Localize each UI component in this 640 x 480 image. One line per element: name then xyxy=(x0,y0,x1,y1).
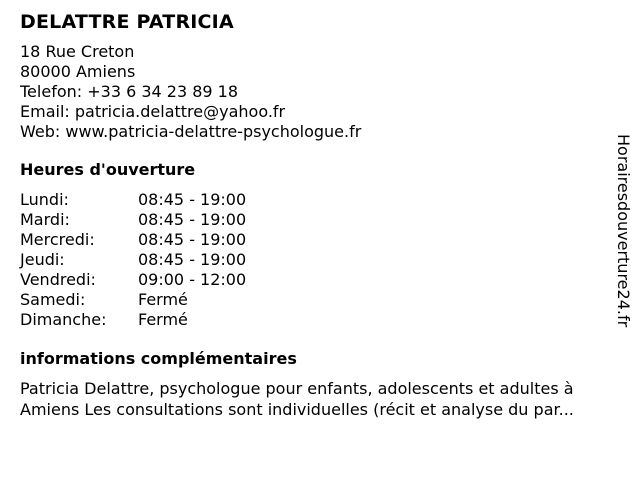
city-address: 80000 Amiens xyxy=(20,62,136,81)
hours-row-jeudi xyxy=(20,250,620,270)
business-card xyxy=(20,8,620,420)
hours-row-lundi xyxy=(20,190,620,210)
hours-time: 09:00 - 12:00 xyxy=(138,270,247,289)
hours-row-samedi xyxy=(20,290,620,310)
hours-row-vendredi xyxy=(20,270,620,290)
hours-time: 08:45 - 19:00 xyxy=(138,230,247,249)
hours-time: Fermé xyxy=(138,310,188,329)
hours-row-dimanche xyxy=(20,310,620,330)
hours-row-mardi xyxy=(20,210,620,230)
hours-day: Lundi: xyxy=(20,190,69,209)
phone-line[interactable]: Telefon: +33 6 34 23 89 18 xyxy=(20,82,239,101)
hours-table xyxy=(20,190,620,330)
hours-time: 08:45 - 19:00 xyxy=(138,210,247,229)
hours-time: 08:45 - 19:00 xyxy=(138,250,247,269)
contact-block xyxy=(20,42,620,142)
hours-day: Jeudi: xyxy=(20,250,65,269)
hours-day: Mercredi: xyxy=(20,230,95,249)
info-title: informations complémentaires xyxy=(20,349,297,368)
hours-day: Vendredi: xyxy=(20,270,96,289)
info-description xyxy=(20,378,620,420)
hours-time: Fermé xyxy=(138,290,188,309)
info-description-line-1: Patricia Delattre, psychologue pour enfants, adolescents et adultes à xyxy=(20,379,574,398)
business-name: DELATTRE PATRICIA xyxy=(20,11,234,33)
hours-day: Dimanche: xyxy=(20,310,107,329)
hours-title: Heures d'ouverture xyxy=(20,160,196,179)
email-line[interactable]: Email: patricia.delattre@yahoo.fr xyxy=(20,102,286,121)
side-brand-watermark: Horairesdouverture24.fr xyxy=(614,134,633,328)
street-address: 18 Rue Creton xyxy=(20,42,135,61)
hours-day: Samedi: xyxy=(20,290,86,309)
hours-row-mercredi xyxy=(20,230,620,250)
web-line[interactable]: Web: www.patricia-delattre-psychologue.fr xyxy=(20,122,362,141)
hours-day: Mardi: xyxy=(20,210,70,229)
hours-time: 08:45 - 19:00 xyxy=(138,190,247,209)
info-description-line-2: Amiens Les consultations sont individuelles (récit et analyse du par... xyxy=(20,400,574,419)
